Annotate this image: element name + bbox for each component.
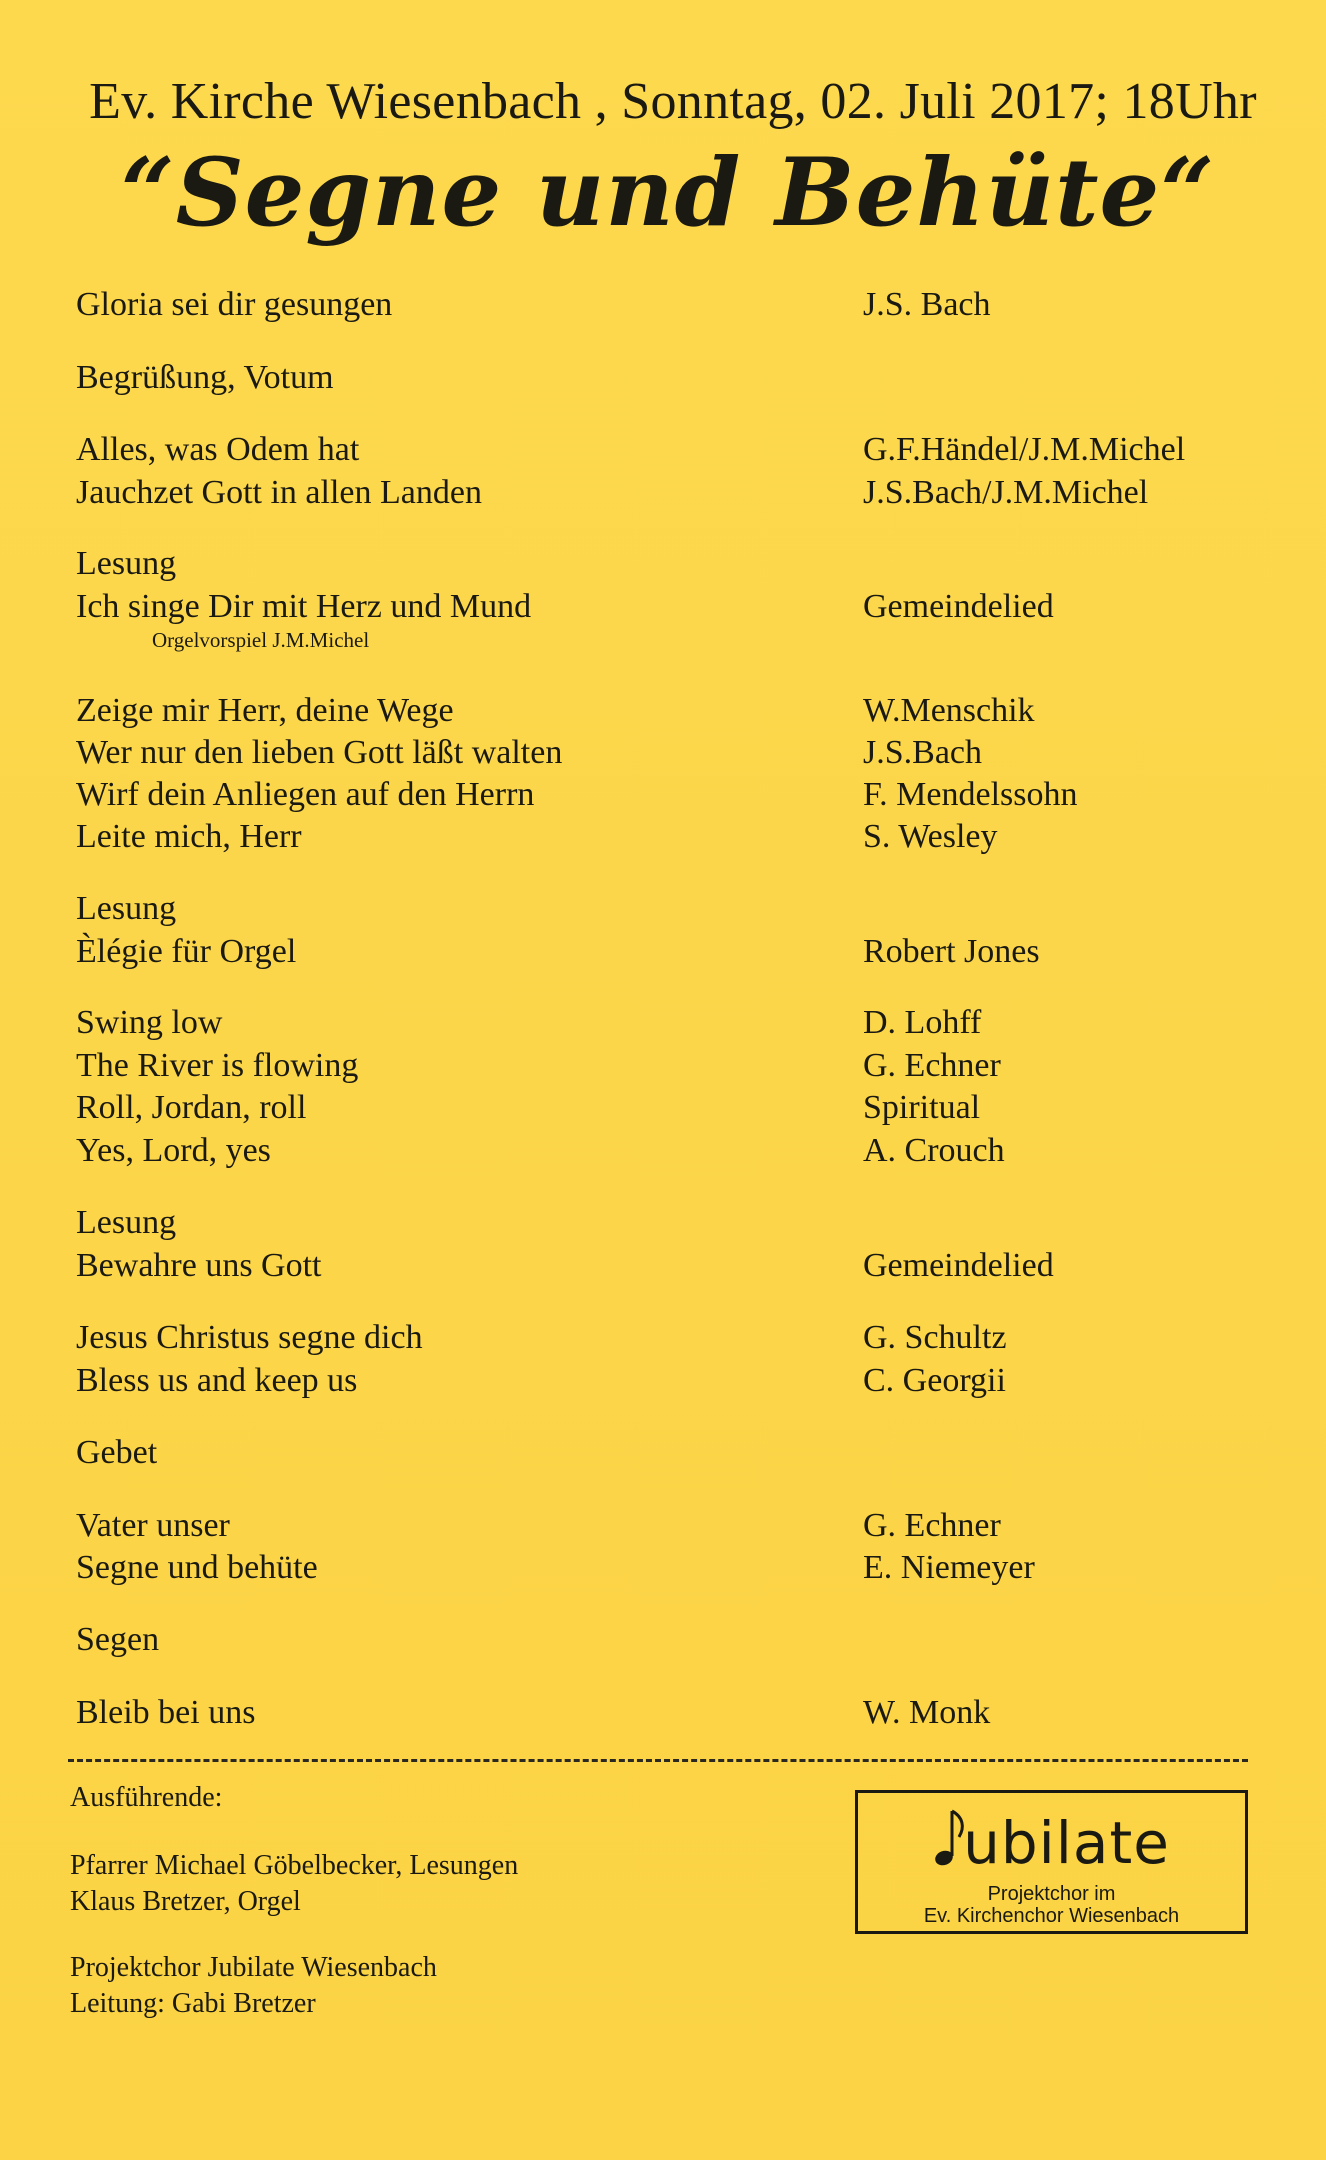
program-title: Bleib bei uns: [76, 1694, 256, 1731]
program-item: [0, 1618, 1326, 1662]
program-item: [0, 689, 1326, 733]
program-item: [0, 887, 1326, 931]
program-title: The River is flowing: [76, 1047, 359, 1084]
program-item: [0, 815, 1326, 859]
performer-line: Leitung: Gabi Bretzer: [70, 1988, 316, 2019]
logo-name-text: ubilate: [963, 1809, 1170, 1877]
program-title: Wirf dein Anliegen auf den Herrn: [76, 776, 535, 813]
program-composer: C. Georgii: [863, 1362, 1006, 1399]
program-title: Leite mich, Herr: [76, 818, 302, 855]
event-header: Ev. Kirche Wiesenbach , Sonntag, 02. Juli 2017; 18Uhr: [89, 73, 1257, 130]
program-title: Jauchzet Gott in allen Landen: [76, 474, 482, 511]
program-composer: F. Mendelssohn: [863, 776, 1078, 813]
program-title: Ich singe Dir mit Herz und Mund: [76, 588, 532, 625]
program-item: [0, 1086, 1326, 1130]
program-title: Wer nur den lieben Gott läßt walten: [76, 734, 563, 771]
program-title: Bewahre uns Gott: [76, 1247, 322, 1284]
program-title: Lesung: [76, 545, 177, 582]
program-item: [0, 471, 1326, 515]
program-title: Roll, Jordan, roll: [76, 1089, 307, 1126]
logo-subtitle-2: Ev. Kirchenchor Wiesenbach: [923, 1905, 1180, 1927]
program-composer: J.S.Bach: [863, 734, 982, 771]
program-title: Swing low: [76, 1004, 223, 1041]
program-item: [0, 1504, 1326, 1548]
program-title: Gebet: [76, 1434, 158, 1471]
program-composer: G. Echner: [863, 1507, 1001, 1544]
program-title: Jesus Christus segne dich: [76, 1319, 423, 1356]
program-item: [0, 283, 1326, 327]
program-composer: Gemeindelied: [863, 1247, 1054, 1284]
performer-line: Pfarrer Michael Göbelbecker, Lesungen: [70, 1850, 519, 1881]
program-item: [0, 1546, 1326, 1590]
program-title: Begrüßung, Votum: [76, 359, 334, 396]
organ-prelude-note: Orgelvorspiel J.M.Michel: [152, 628, 370, 652]
program-item: [0, 773, 1326, 817]
program-item: [0, 930, 1326, 974]
performers-heading: Ausführende:: [70, 1782, 223, 1813]
program-item: [0, 1431, 1326, 1475]
program-item: [0, 1044, 1326, 1088]
program-title: Zeige mir Herr, deine Wege: [76, 692, 454, 729]
program-item: [0, 1691, 1326, 1735]
performer-line: Klaus Bretzer, Orgel: [70, 1886, 301, 1917]
program-composer: G. Echner: [863, 1047, 1001, 1084]
program-composer: D. Lohff: [863, 1004, 982, 1041]
program-item: [0, 542, 1326, 586]
performer-line: Projektchor Jubilate Wiesenbach: [70, 1952, 437, 1983]
program-item: [0, 356, 1326, 400]
program-composer: E. Niemeyer: [863, 1549, 1035, 1586]
program-composer: A. Crouch: [863, 1132, 1005, 1169]
program-item: [0, 1001, 1326, 1045]
program-title: Segen: [76, 1621, 160, 1658]
eighth-note-icon: [933, 1807, 967, 1884]
logo-subtitle-1: Projektchor im: [987, 1883, 1116, 1905]
program-composer: W.Menschik: [863, 692, 1035, 729]
program-item: [0, 1201, 1326, 1245]
program-composer: G. Schultz: [863, 1319, 1007, 1356]
program-title: Bless us and keep us: [76, 1362, 358, 1399]
program-composer: Spiritual: [863, 1089, 981, 1126]
program-composer: G.F.Händel/J.M.Michel: [863, 431, 1186, 468]
program-title: Vater unser: [76, 1507, 230, 1544]
program-composer: Robert Jones: [863, 933, 1040, 970]
program-item: [0, 1244, 1326, 1288]
program-title: Alles, was Odem hat: [76, 431, 360, 468]
logo-wordmark: [858, 1807, 1245, 1884]
program-composer: W. Monk: [863, 1694, 991, 1731]
program-composer: Gemeindelied: [863, 588, 1054, 625]
jubilate-logo: [855, 1790, 1248, 1934]
program-item: [0, 1316, 1326, 1360]
dashed-divider: [68, 1759, 1248, 1762]
program-item: [0, 585, 1326, 629]
program-item: [0, 1359, 1326, 1403]
program-composer: J.S.Bach/J.M.Michel: [863, 474, 1149, 511]
program-title: Gloria sei dir gesungen: [76, 286, 393, 323]
program-item: [0, 1129, 1326, 1173]
program-title: Yes, Lord, yes: [76, 1132, 271, 1169]
program-title: Èlégie für Orgel: [76, 933, 297, 970]
program-title: Lesung: [76, 1204, 177, 1241]
concert-title: “Segne und Behüte“: [120, 138, 1216, 248]
program-item: [0, 428, 1326, 472]
program-title: Lesung: [76, 890, 177, 927]
program-item: [0, 731, 1326, 775]
program-composer: J.S. Bach: [863, 286, 991, 323]
program-composer: S. Wesley: [863, 818, 998, 855]
program-title: Segne und behüte: [76, 1549, 318, 1586]
